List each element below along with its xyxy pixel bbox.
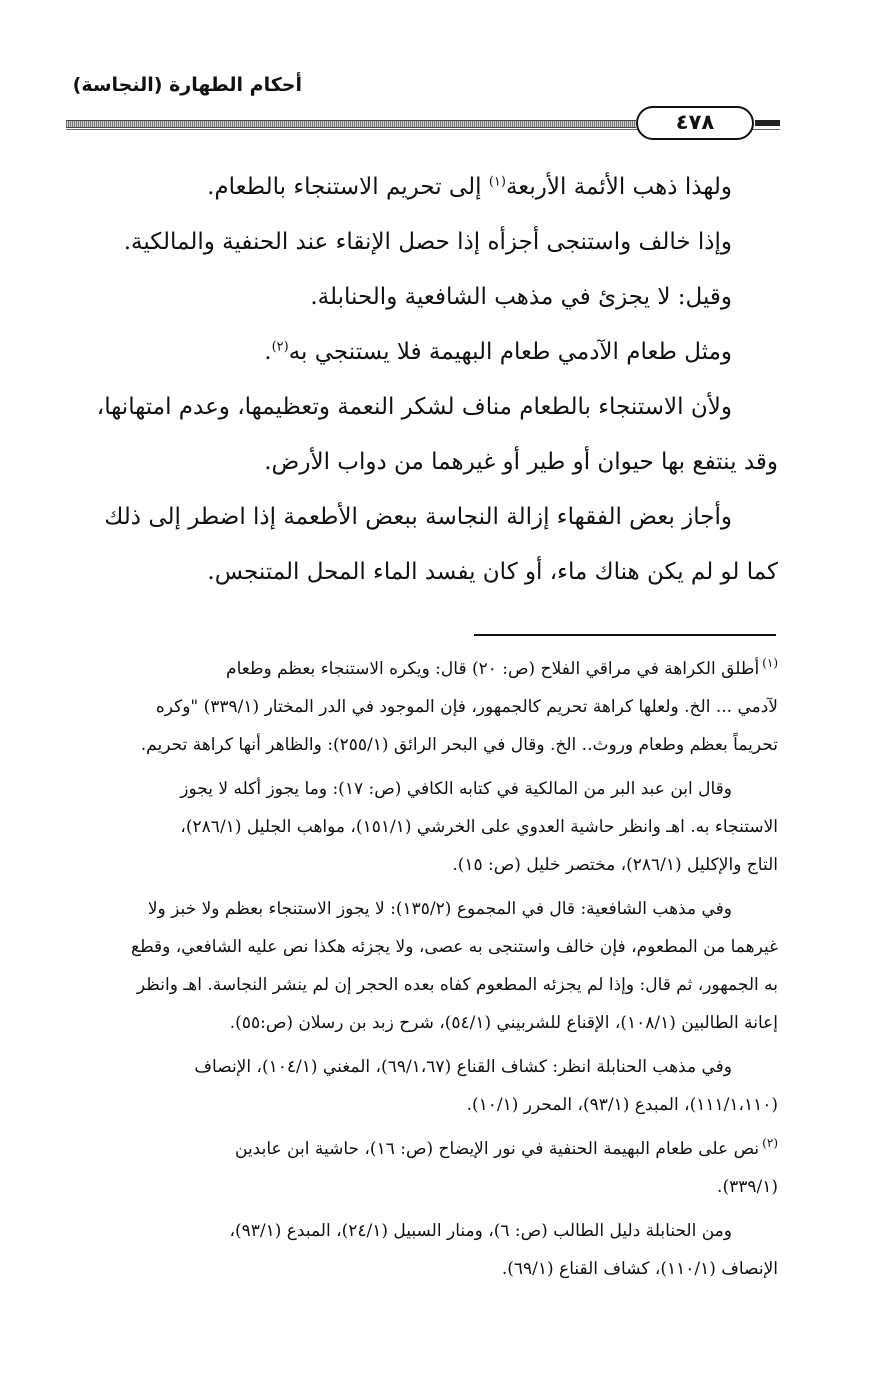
footnote-line: لآدمي ... الخ. ولعلها كراهة تحريم كالجمهور، فإن الموجود في الدر المختار (٣٣٩/١) "وكره [155, 697, 778, 717]
footnote-marker: (٢) [762, 1136, 778, 1151]
text-line: وإذا خالف واستنجى أجزأه إذا حصل الإنقاء عند الحنفية والمالكية. [123, 229, 732, 255]
header-rule-end [755, 120, 780, 126]
footnote-line: به الجمهور، ثم قال: وإذا لم يجزئه المطعوم كفاه بعده الحجر إن لم ينشر النجاسة. اهـ وانظر [136, 975, 778, 995]
text-line: كما لو لم يكن هناك ماء، أو كان يفسد الماء المحل المتنجس. [207, 559, 778, 585]
footnotes [48, 650, 778, 1288]
footnote-line: الاستنجاء به. اهـ وانظر حاشية العدوي على الخرشي (١٥١/١)، مواهب الجليل (٢٨٦/١)، [180, 817, 778, 837]
header-rule [66, 120, 636, 128]
text-line: ولهذا ذهب الأئمة الأربعة$^{(١)}$ إلى تحريم الاستنجاء بالطعام. [207, 174, 732, 200]
footnote-line: وفي مذهب الحنابلة انظر: كشاف القناع (٦٩/١،٦٧)، المغني (١٠٤/١)، الإنصاف [194, 1057, 732, 1077]
footnote-line: التاج والإكليل (٢٨٦/١)، مختصر خليل (ص: ١٥). [452, 855, 778, 875]
footnote-ref: (١) [488, 174, 506, 190]
text-line: وقيل: لا يجزئ في مذهب الشافعية والحنابلة. [310, 284, 732, 310]
footnote-marker: (١) [762, 656, 778, 671]
page-number: ٤٧٨ [636, 106, 754, 140]
footnote-line: غيرهما من المطعوم، فإن خالف واستنجى به عصى، ولا يجزئه هكذا نص عليه الشافعي، وقطع [131, 937, 778, 957]
footnote-line: $^{(١)}$أطلق الكراهة في مراقي الفلاح (ص: ٢٠) قال: ويكره الاستنجاء بعظم وطعام [226, 656, 778, 679]
footnote-line: (٣٣٩/١). [717, 1177, 778, 1197]
footnote-line: (١١١/١،١١٠)، المبدع (٩٣/١)، المحرر (١٠/١). [466, 1095, 778, 1115]
footnote-ref: (٢) [271, 339, 289, 355]
footnote-line: وفي مذهب الشافعية: قال في المجموع (١٣٥/٢): لا يجوز الاستنجاء بعظم ولا خبز ولا [147, 899, 732, 919]
text-line: وقد ينتفع بها حيوان أو طير أو غيرهما من دواب الأرض. [264, 449, 778, 475]
running-title: أحكام الطهارة (النجاسة) [72, 74, 302, 96]
footnote-line: ومن الحنابلة دليل الطالب (ص: ٦)، ومنار السبيل (٢٤/١)، المبدع (٩٣/١)، [229, 1221, 732, 1241]
footnote-line: وقال ابن عبد البر من المالكية في كتابه الكافي (ص: ١٧): وما يجوز أكله لا يجوز [180, 779, 732, 799]
text-line: ومثل طعام الآدمي طعام البهيمة فلا يستنجي به$^{(٢)}$. [264, 339, 732, 365]
footnote-line: الإنصاف (١١٠/١)، كشاف القناع (٦٩/١). [501, 1259, 778, 1279]
footnote-separator [474, 634, 776, 636]
text-line: وأجاز بعض الفقهاء إزالة النجاسة ببعض الأطعمة إذا اضطر إلى ذلك [104, 504, 732, 530]
footnote-line: $^{(٢)}$نص على طعام البهيمة الحنفية في نور الإيضاح (ص: ١٦)، حاشية ابن عابدين [235, 1136, 778, 1159]
main-text [48, 160, 778, 600]
text-line: ولأن الاستنجاء بالطعام مناف لشكر النعمة وتعظيمها، وعدم امتهانها، [96, 394, 732, 420]
footnote-line: إعانة الطالبين (١٠٨/١)، الإقناع للشربيني (٥٤/١)، شرح زبد بن رسلان (ص:٥٥). [229, 1013, 778, 1033]
footnote-line: تحريماً بعظم وطعام وروث.. الخ. وقال في البحر الرائق (٢٥٥/١): والظاهر أنها كراهة تحريم. [140, 735, 778, 755]
